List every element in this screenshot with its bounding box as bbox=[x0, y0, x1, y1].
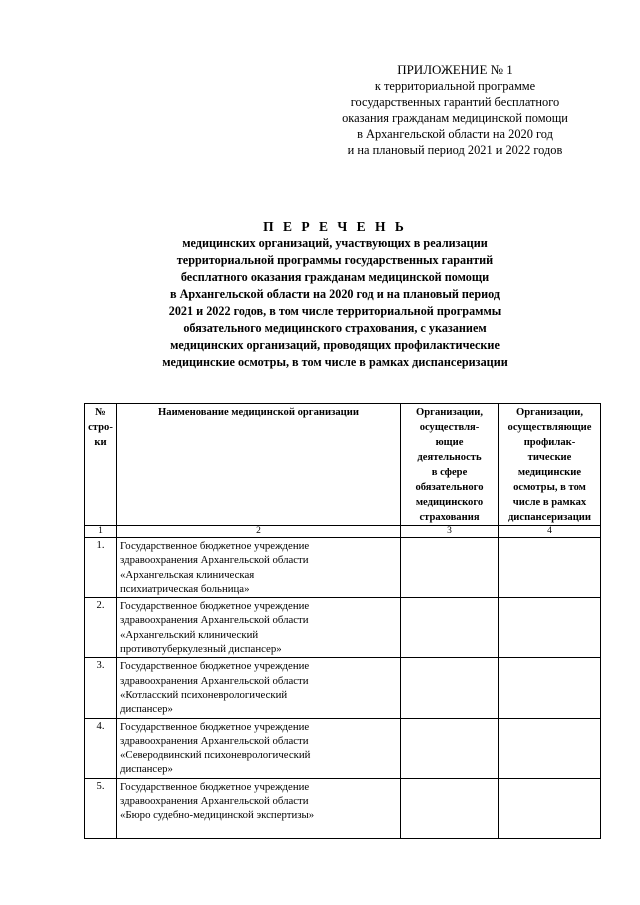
column-number-row bbox=[85, 526, 601, 538]
heading-line: медицинских организаций, проводящих профилактические bbox=[170, 338, 500, 352]
header-number: № стро- ки bbox=[85, 404, 117, 526]
row-number: 5. bbox=[85, 778, 117, 838]
table-header-row bbox=[85, 404, 601, 526]
document-heading bbox=[60, 218, 610, 371]
appendix-line: оказания гражданам медицинской помощи bbox=[342, 111, 568, 125]
heading-line: обязательного медицинского страхования, с указанием bbox=[183, 321, 487, 335]
table-row bbox=[85, 778, 601, 838]
oms-cell bbox=[401, 598, 499, 658]
row-number: 1. bbox=[85, 538, 117, 598]
table-row bbox=[85, 718, 601, 778]
prophylactic-cell bbox=[499, 538, 601, 598]
column-number: 1 bbox=[85, 526, 117, 538]
oms-cell bbox=[401, 538, 499, 598]
heading-line: медицинских организаций, участвующих в реализации bbox=[182, 236, 488, 250]
organization-name: Государственное бюджетное учреждение здравоохранения Архангельской области «Архангельский клинический противотуберкулезный диспансер» bbox=[117, 598, 401, 658]
header-name: Наименование медицинской организации bbox=[117, 404, 401, 526]
header-oms: Организации, осуществля- ющие деятельность в сфере обязательного медицинского страхования bbox=[401, 404, 499, 526]
table-row bbox=[85, 658, 601, 718]
prophylactic-cell bbox=[499, 718, 601, 778]
table-row bbox=[85, 538, 601, 598]
heading-line: 2021 и 2022 годов, в том числе территориальной программы bbox=[168, 304, 502, 318]
column-number: 3 bbox=[401, 526, 499, 538]
row-number: 2. bbox=[85, 598, 117, 658]
organizations-table bbox=[84, 403, 601, 839]
appendix-title: ПРИЛОЖЕНИЕ № 1 bbox=[397, 62, 513, 77]
document-title: П Е Р Е Ч Е Н Ь bbox=[263, 219, 407, 234]
table-row bbox=[85, 598, 601, 658]
oms-cell bbox=[401, 658, 499, 718]
organization-name: Государственное бюджетное учреждение здравоохранения Архангельской области «Северодвинский психоневрологический диспансер» bbox=[117, 718, 401, 778]
heading-line: в Архангельской области на 2020 год и на плановый период bbox=[169, 287, 501, 301]
prophylactic-cell bbox=[499, 598, 601, 658]
row-number: 3. bbox=[85, 658, 117, 718]
organization-name: Государственное бюджетное учреждение здравоохранения Архангельской области «Котласский психоневрологический диспансер» bbox=[117, 658, 401, 718]
prophylactic-cell bbox=[499, 658, 601, 718]
appendix-block bbox=[300, 62, 610, 158]
heading-line: медицинские осмотры, в том числе в рамках диспансеризации bbox=[162, 355, 508, 369]
header-prophylactic: Организации, осуществляющие профилак- тические медицинские осмотры, в том числе в рамках диспансеризации bbox=[499, 404, 601, 526]
column-number: 4 bbox=[499, 526, 601, 538]
oms-cell bbox=[401, 778, 499, 838]
column-number: 2 bbox=[117, 526, 401, 538]
heading-line: бесплатного оказания гражданам медицинской помощи bbox=[180, 270, 490, 284]
oms-cell bbox=[401, 718, 499, 778]
heading-line: территориальной программы государственных гарантий bbox=[176, 253, 494, 267]
appendix-line: в Архангельской области на 2020 год bbox=[357, 127, 553, 141]
row-number: 4. bbox=[85, 718, 117, 778]
appendix-line: и на плановый период 2021 и 2022 годов bbox=[347, 143, 563, 157]
appendix-line: к территориальной программе bbox=[374, 79, 536, 93]
prophylactic-cell bbox=[499, 778, 601, 838]
organization-name: Государственное бюджетное учреждение здравоохранения Архангельской области «Архангельская клиническая психиатрическая больница» bbox=[117, 538, 401, 598]
appendix-line: государственных гарантий бесплатного bbox=[350, 95, 560, 109]
organization-name: Государственное бюджетное учреждение здравоохранения Архангельской области «Бюро судебно-медицинской экспертизы» bbox=[117, 778, 401, 838]
